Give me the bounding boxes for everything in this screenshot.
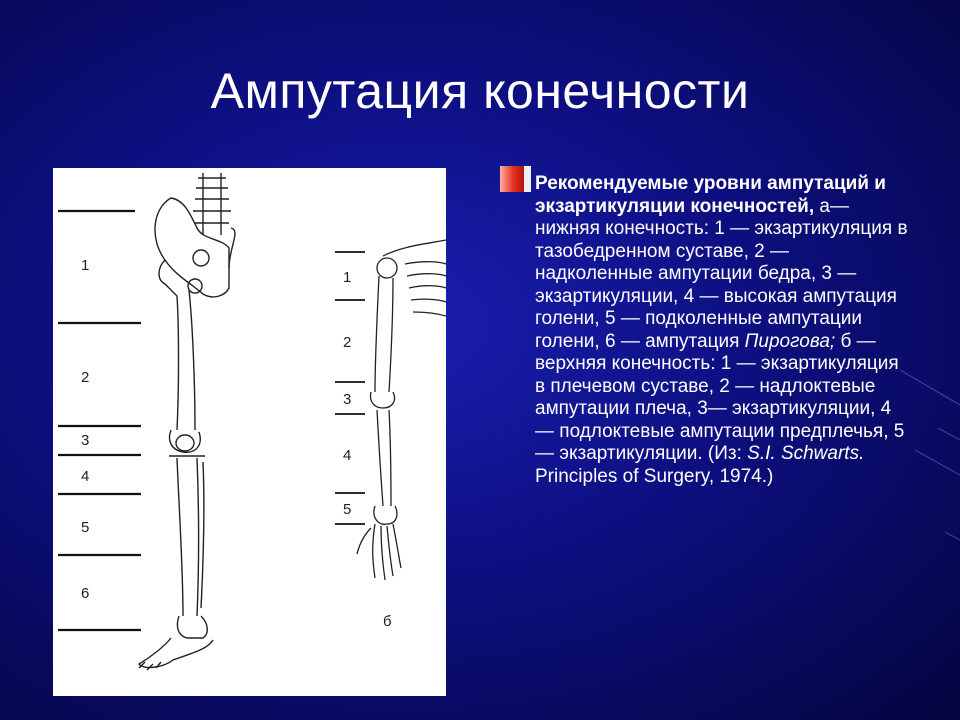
caption-pirogov: Пирогова;	[744, 330, 836, 352]
upper-level-1: 1	[343, 269, 352, 286]
lower-level-4: 4	[81, 468, 90, 485]
lower-limb-skeleton	[139, 173, 235, 670]
lower-level-2: 2	[81, 369, 90, 386]
lower-level-3: 3	[81, 432, 90, 449]
upper-level-4: 4	[343, 447, 352, 464]
lower-level-1: 1	[81, 257, 90, 274]
caption-author: S.I. Schwarts.	[747, 443, 865, 464]
caption-text-1: а— нижняя конечность: 1 — экзартикуляция в тазобедренном суставе, 2 — надколенные ампутации бедра, 3 — экзартикуляции, 4 — высокая ампутация голени, 5 — подколенные ампутации голени, 6 — ампутация	[535, 195, 908, 352]
figure-caption	[535, 173, 910, 488]
upper-level-3: 3	[343, 391, 352, 408]
caption-text-2: б — верхняя конечность: 1 — экзартикуляция в плечевом суставе, 2 — надлоктевые ампутации плеча, 3— экзартикуляции, 4— подлоктевые ампутации предплечья, 5 — экзартикуляции. (Из:	[535, 330, 905, 464]
upper-level-5: 5	[343, 501, 352, 518]
lower-level-6: 6	[81, 585, 90, 602]
slide-title: Ампутация конечности	[210, 63, 750, 119]
lower-limb-level-lines	[58, 211, 141, 630]
lower-level-5: 5	[81, 519, 90, 536]
caption-text-3: Principles of Surgery, 1974.)	[535, 465, 774, 487]
upper-level-2: 2	[343, 334, 352, 351]
bullet-square-icon	[500, 166, 530, 194]
amputation-levels-figure	[53, 168, 446, 696]
upper-limb-letter: б	[383, 613, 392, 630]
upper-limb-skeleton	[357, 240, 446, 580]
upper-limb-level-lines	[335, 252, 365, 524]
caption-heading: Рекомендуемые уровни ампутаций и экзартикуляции конечностей,	[535, 173, 886, 217]
